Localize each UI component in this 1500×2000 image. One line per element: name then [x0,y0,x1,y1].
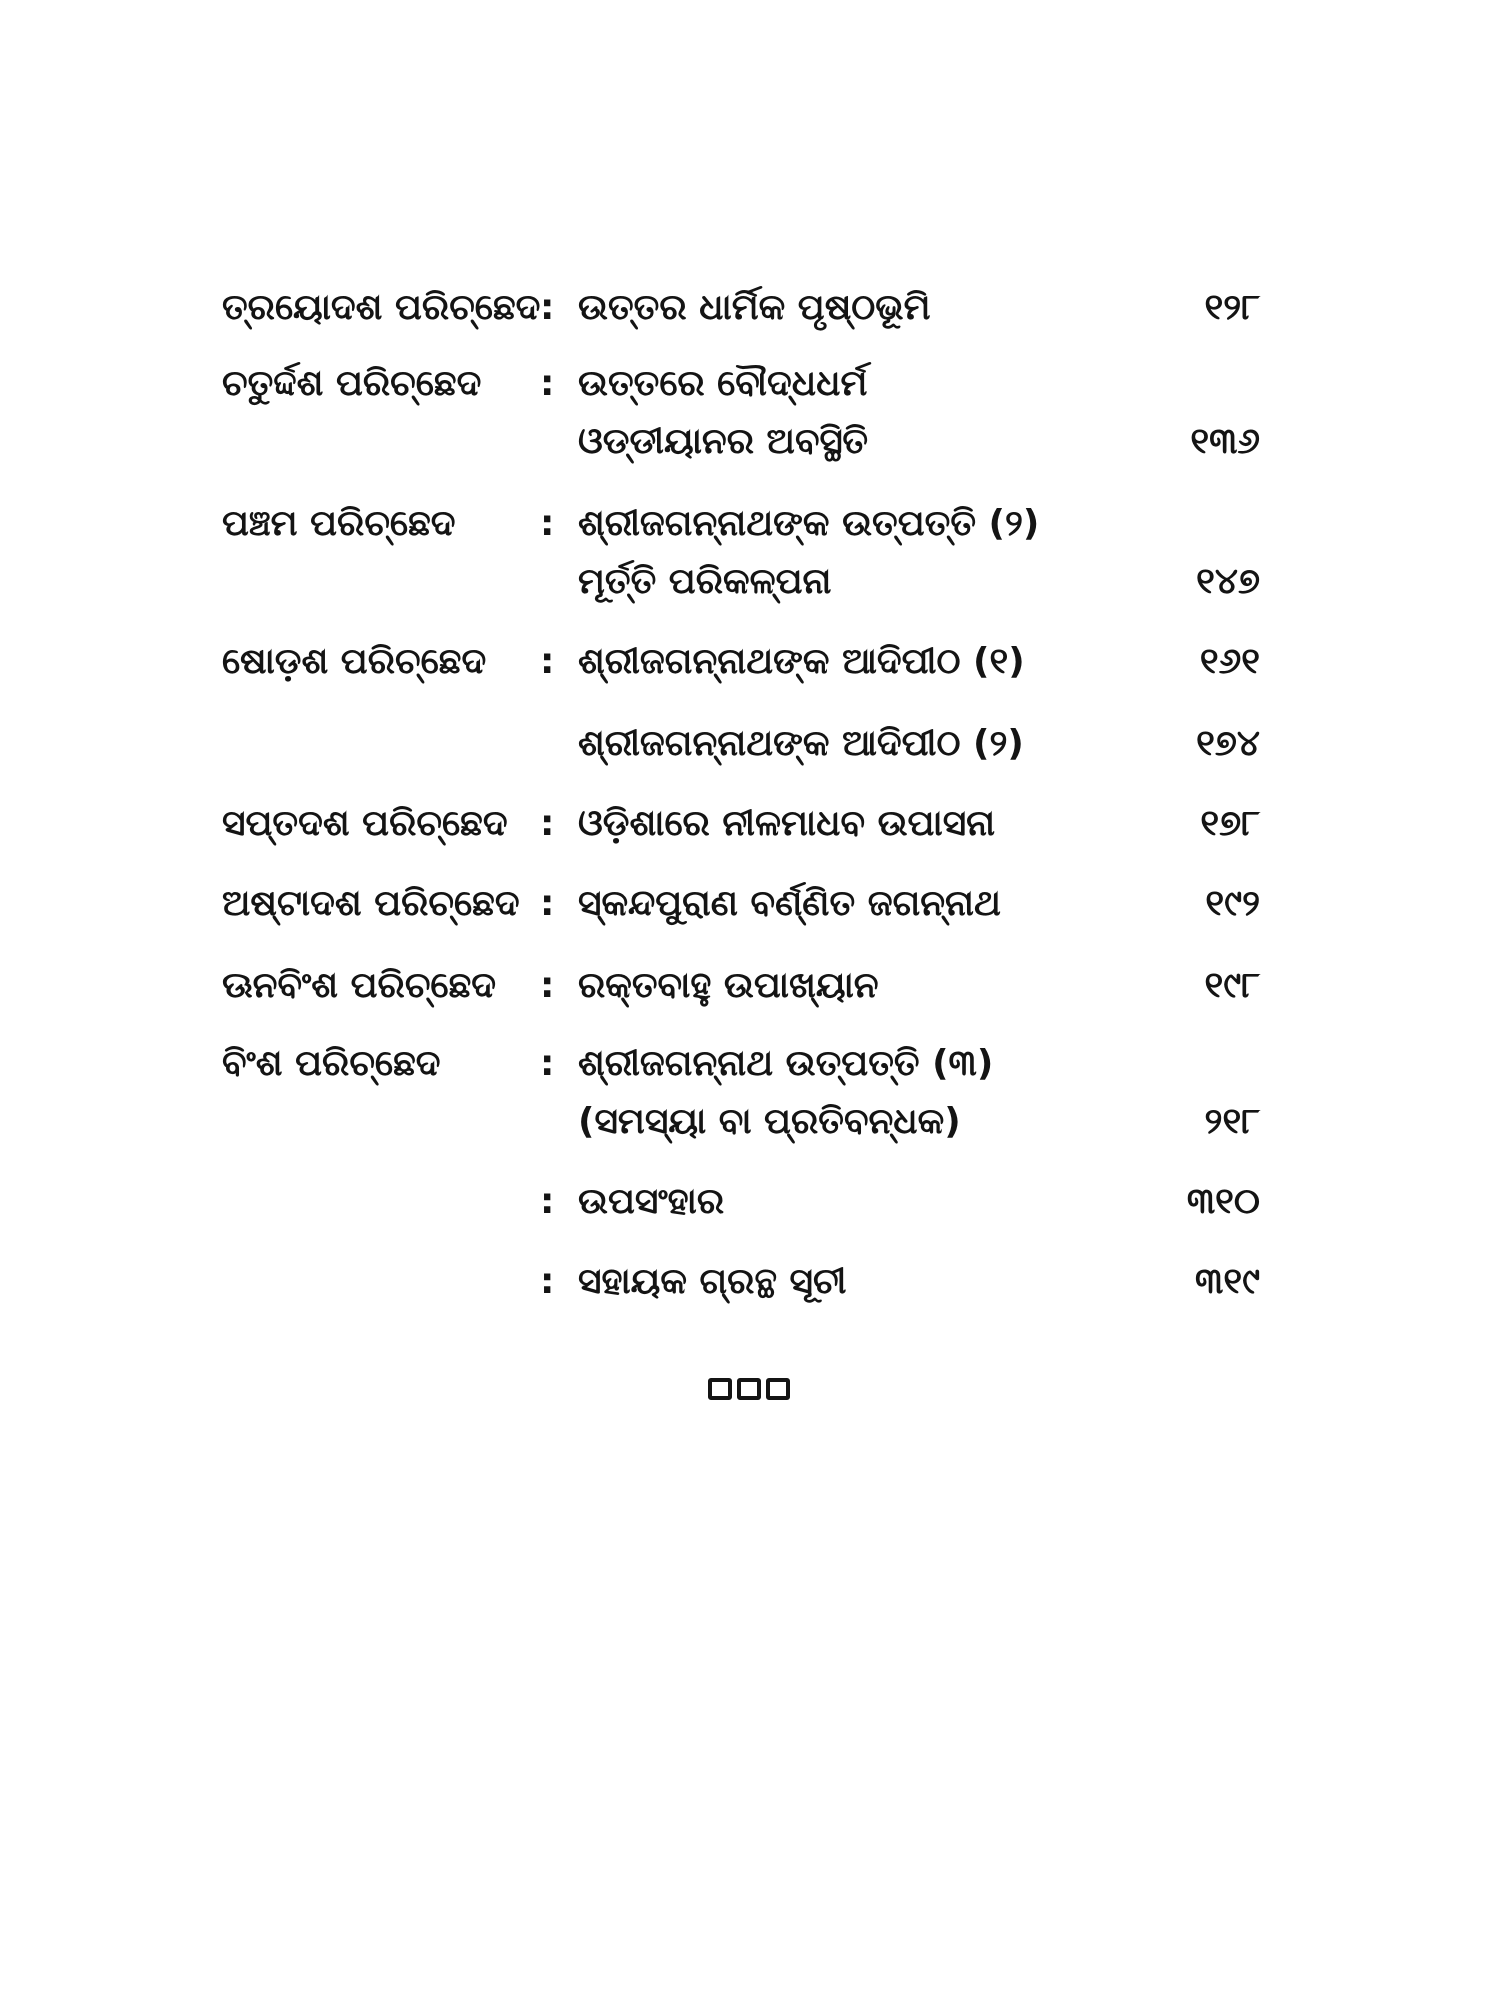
page-number: ୧୬୧ [1199,641,1260,682]
separator-colon: : [540,363,555,404]
separator-colon: : [540,1181,555,1222]
separator-colon: : [540,883,555,924]
square-ornament-icon [708,1378,732,1400]
chapter-title: ଉତ୍ତର ଧାର୍ମିକ ପୃଷ୍ଠଭୂମି [578,287,931,328]
page-number: ୧୪୭ [1196,561,1260,602]
chapter-label: ପଞ୍ଚମ ପରିଚ୍ଛେଦ [222,503,456,544]
chapter-title: ଓଡ଼ିଶାରେ ନୀଳମାଧବ ଉପାସନା [578,803,996,844]
chapter-title-continued: (ସମସ୍ୟା ବା ପ୍ରତିବନ୍ଧକ) [578,1101,961,1142]
page-number: ୧୨୮ [1204,287,1260,328]
separator-colon: : [540,803,555,844]
chapter-title: ଉପସଂହାର [578,1181,725,1222]
separator-colon: : [540,641,555,682]
page-number: ୩୧୯ [1195,1261,1260,1302]
chapter-title: ଶ୍ରୀଜଗନ୍ନାଥଙ୍କ ଉତ୍ପତ୍ତି (୨) [578,503,1040,544]
square-ornament-icon [766,1378,790,1400]
chapter-label: ତ୍ରୟୋଦଶ ପରିଚ୍ଛେଦ [222,287,541,328]
separator-colon: : [540,287,555,328]
square-ornament-icon [737,1378,761,1400]
separator-colon: : [540,1261,555,1302]
page-number: ୨୧୮ [1204,1101,1260,1142]
chapter-label: ସପ୍ତଦଶ ପରିଚ୍ଛେଦ [222,803,508,844]
page-number: ୩୧୦ [1186,1181,1260,1222]
chapter-label: ଊନବିଂଶ ପରିଚ୍ଛେଦ [222,965,497,1006]
chapter-label: ଚତୁର୍ଦ୍ଦଶ ପରିଚ୍ଛେଦ [222,363,482,404]
chapter-title: ଶ୍ରୀଜଗନ୍ନାଥଙ୍କ ଆଦିପୀଠ (୧) [578,641,1025,682]
separator-colon: : [540,965,555,1006]
chapter-title: ରକ୍ତବାହୁ ଉପାଖ୍ୟାନ [578,965,879,1006]
page-number: ୧୩୬ [1190,421,1260,462]
separator-colon: : [540,503,555,544]
chapter-title: ଶ୍ରୀଜଗନ୍ନାଥ ଉତ୍ପତ୍ତି (୩) [578,1043,994,1084]
chapter-label: ଷୋଡ଼ଶ ପରିଚ୍ଛେଦ [222,641,487,682]
chapter-title: ସ୍କନ୍ଦପୁରାଣ ବର୍ଣ୍ଣିତ ଜଗନ୍ନାଥ [578,883,1001,924]
chapter-label: ଅଷ୍ଟାଦଶ ପରିଚ୍ଛେଦ [222,883,520,924]
chapter-title: ଶ୍ରୀଜଗନ୍ନାଥଙ୍କ ଆଦିପୀଠ (୨) [578,723,1024,764]
chapter-label: ବିଂଶ ପରିଚ୍ଛେଦ [222,1043,441,1084]
chapter-title-continued: ମୂର୍ତ୍ତି ପରିକଳ୍ପନା [578,561,832,602]
page-number: ୧୭୮ [1200,803,1260,844]
chapter-title-continued: ଓଡ୍ଡୀୟାନର ଅବସ୍ଥିତି [578,421,869,462]
end-ornament [708,1378,790,1400]
chapter-title: ଉତ୍ତରେ ବୌଦ୍ଧଧର୍ମ [578,363,868,404]
separator-colon: : [540,1043,555,1084]
page-number: ୧୭୪ [1196,723,1260,764]
chapter-title: ସହାୟକ ଗ୍ରନ୍ଥ ସୂଚୀ [578,1261,847,1302]
page-number: ୧୯୨ [1205,883,1260,924]
page-number: ୧୯୮ [1204,965,1260,1006]
